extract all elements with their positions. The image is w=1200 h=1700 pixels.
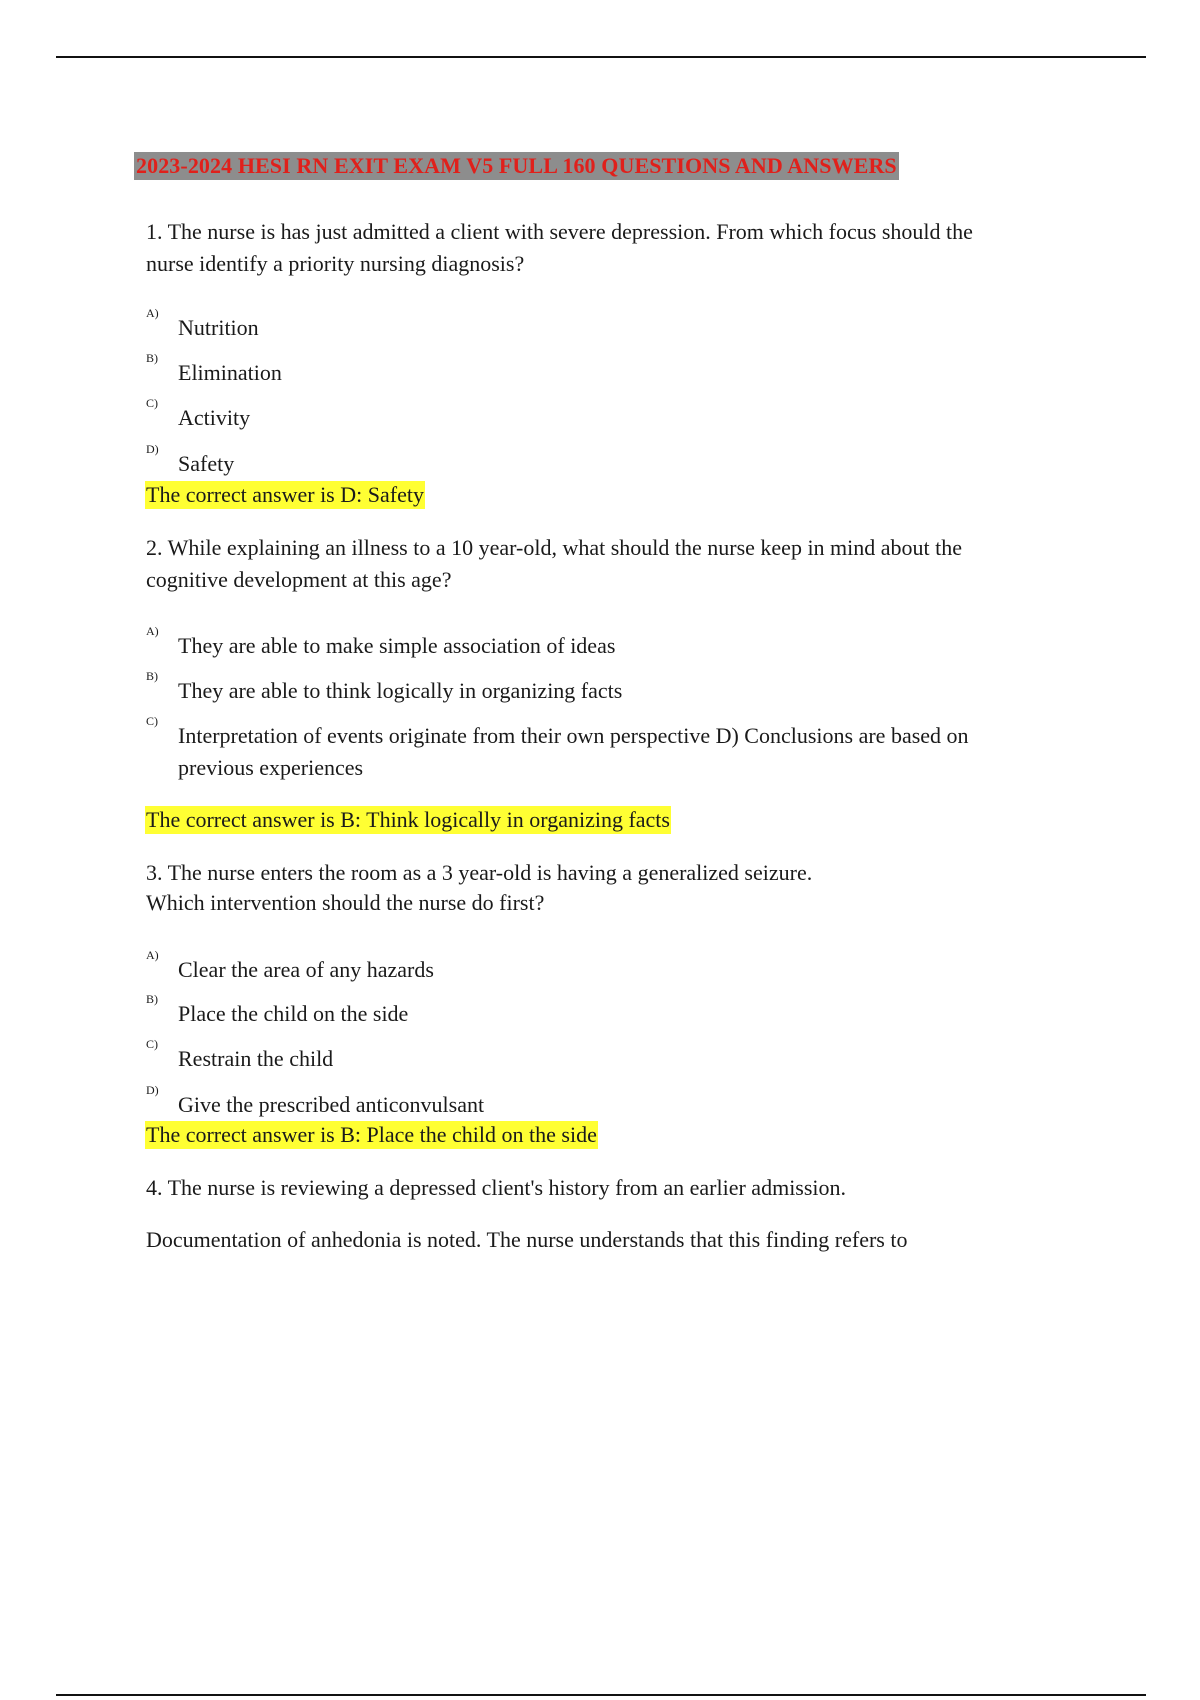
question-2-stem: 2. While explaining an illness to a 10 year-old, what should the nurse keep in mind about the cognitive development at this age?: [146, 535, 963, 592]
question-3-stem-line-2: Which intervention should the nurse do first?: [146, 890, 545, 915]
option-letter: B): [146, 669, 158, 683]
question-4-stem: 4. The nurse is reviewing a depressed client's history from an earlier admission.: [146, 1175, 847, 1200]
option-text: They are able to make simple association of ideas: [178, 633, 616, 658]
option-letter: C): [146, 1037, 158, 1051]
option-text: Interpretation of events originate from their own perspective D) Conclusions are based on previous experiences: [178, 723, 969, 780]
bottom-rule: [56, 1694, 1146, 1696]
option-text: Activity: [178, 405, 251, 430]
document-title: 2023-2024 HESI RN EXIT EXAM V5 FULL 160 QUESTIONS AND ANSWERS: [136, 153, 897, 178]
question-3-stem-line-1: 3. The nurse enters the room as a 3 year-old is having a generalized seizure.: [146, 860, 813, 885]
top-rule: [56, 56, 1146, 58]
option-letter: A): [146, 306, 159, 320]
option-letter: B): [146, 351, 158, 365]
question-2-answer: The correct answer is B: Think logically in organizing facts: [146, 807, 670, 832]
option-text: Give the prescribed anticonvulsant: [178, 1092, 485, 1117]
option-letter: A): [146, 948, 159, 962]
option-text: Clear the area of any hazards: [178, 957, 434, 982]
option-text: Restrain the child: [178, 1046, 334, 1071]
question-3-answer: The correct answer is B: Place the child on the side: [146, 1122, 597, 1147]
option-letter: A): [146, 624, 159, 638]
option-letter: D): [146, 442, 159, 456]
option-letter: C): [146, 714, 158, 728]
option-letter: B): [146, 992, 158, 1006]
option-text: Place the child on the side: [178, 1001, 409, 1026]
option-letter: C): [146, 396, 158, 410]
question-4-continuation: Documentation of anhedonia is noted. The nurse understands that this finding refers to: [146, 1227, 908, 1252]
option-letter: D): [146, 1083, 159, 1097]
question-1-stem: 1. The nurse is has just admitted a client with severe depression. From which focus should the nurse identify a priority nursing diagnosis?: [146, 219, 973, 276]
option-text: Nutrition: [178, 315, 259, 340]
option-text: They are able to think logically in organizing facts: [178, 678, 623, 703]
option-text: Elimination: [178, 360, 282, 385]
option-text: Safety: [178, 451, 235, 476]
question-1-answer: The correct answer is D: Safety: [146, 482, 424, 507]
